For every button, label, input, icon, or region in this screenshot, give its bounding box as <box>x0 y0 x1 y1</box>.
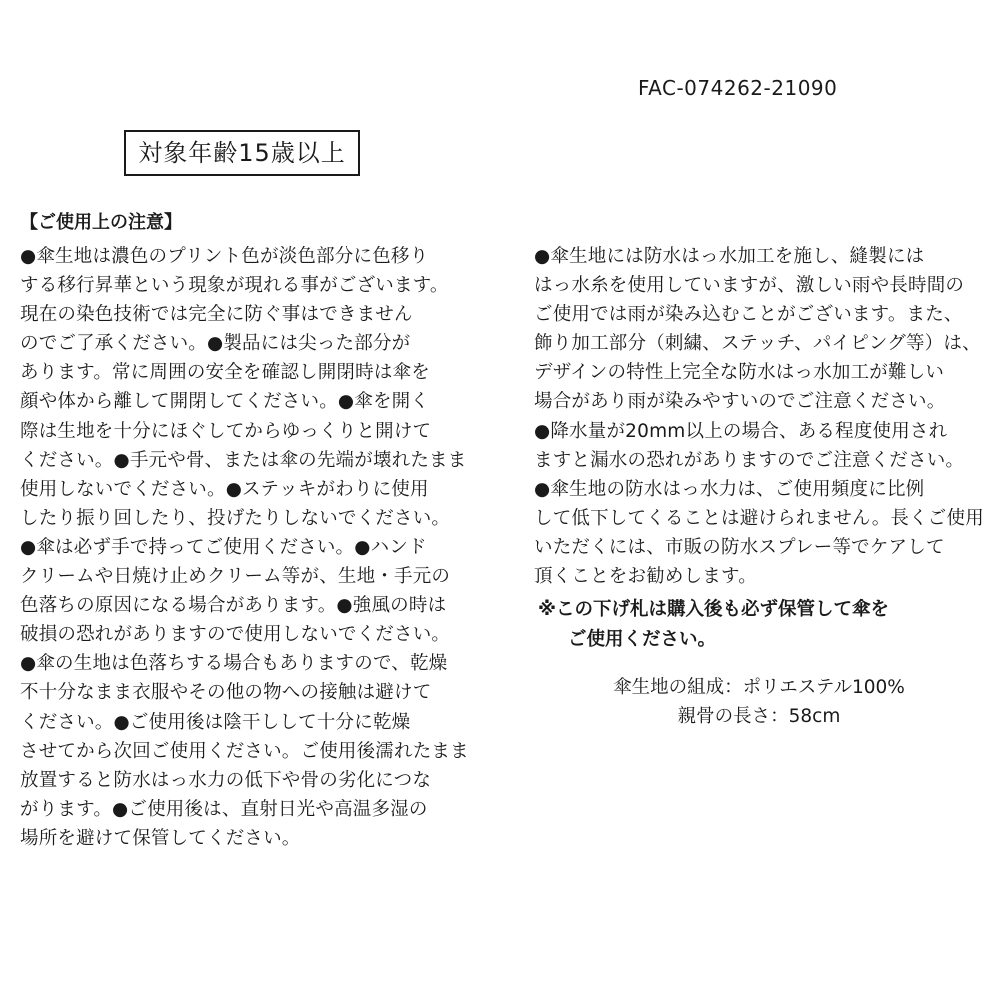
caution-line: がります。●ご使用後は、直射日光や高温多湿の <box>20 798 428 820</box>
caution-line: 現在の染色技術では完全に防ぐ事はできません <box>20 304 413 326</box>
keep-tag-note-line: ご使用ください。 <box>568 629 717 650</box>
caution-line: 顔や体から離して開閉してください。●傘を開く <box>20 391 430 413</box>
caution-line: して低下してくることは避けられません。長くご使用 <box>534 507 984 529</box>
caution-line: ください。●ご使用後は陰干しして十分に乾燥 <box>20 711 411 733</box>
caution-line: のでご了承ください。●製品には尖った部分が <box>20 333 411 355</box>
caution-line: クリームや日焼け止めクリーム等が、生地・手元の <box>20 566 451 588</box>
caution-line: する移行昇華という現象が現れる事がございます。 <box>20 275 449 297</box>
caution-heading: 【ご使用上の注意】 <box>20 212 182 233</box>
caution-line: デザインの特性上完全な防水はっ水加工が難しい <box>534 362 945 384</box>
caution-line: 場合があり雨が染みやすいのでご注意ください。 <box>534 391 946 413</box>
caution-line: ●傘生地は濃色のプリント色が淡色部分に色移り <box>20 246 429 267</box>
caution-line: 際は生地を十分にほぐしてからゆっくりと開けて <box>20 420 432 442</box>
caution-line: ください。●手元や骨、または傘の先端が壊れたまま <box>20 449 467 471</box>
keep-tag-note <box>538 595 889 655</box>
caution-line: 頂くことをお勧めします。 <box>534 566 757 588</box>
caution-line: ●傘生地の防水はっ水力は、ご使用頻度に比例 <box>534 478 925 500</box>
specifications <box>540 673 978 731</box>
caution-line: 色落ちの原因になる場合があります。●強風の時は <box>20 595 447 617</box>
caution-line: ●傘生地には防水はっ水加工を施し、縫製には <box>534 246 925 267</box>
caution-line: ますと漏水の恐れがありますのでご注意ください。 <box>534 449 965 471</box>
caution-line: あります。常に周囲の安全を確認し開閉時は傘を <box>20 362 430 384</box>
caution-line: ●降水量が20mm以上の場合、ある程度使用され <box>534 420 948 442</box>
caution-line: はっ水糸を使用していますが、激しい雨や長時間の <box>534 275 965 297</box>
rib-length: 親骨の長さ：58cm <box>677 706 841 727</box>
caution-line: 飾り加工部分（刺繍、ステッチ、パイピング等）は、 <box>534 333 981 355</box>
caution-right-column <box>534 242 984 591</box>
caution-line: ご使用では雨が染み込むことがございます。また、 <box>534 304 963 326</box>
caution-line: 使用しないでください。●ステッキがわりに使用 <box>20 478 429 500</box>
keep-tag-note-line: ※この下げ札は購入後も必ず保管して傘を <box>538 599 889 620</box>
material-composition: 傘生地の組成：ポリエステル100% <box>613 677 905 698</box>
caution-line: いただくには、市販の防水スプレー等でケアして <box>534 536 945 558</box>
caution-line: ●傘は必ず手で持ってご使用ください。●ハンド <box>20 536 427 558</box>
product-code: FAC-074262-21090 <box>638 76 838 100</box>
caution-line: 放置すると防水はっ水力の低下や骨の劣化につな <box>20 769 432 791</box>
caution-left-column <box>20 242 469 853</box>
caution-line: させてから次回ご使用ください。ご使用後濡れたまま <box>20 740 469 762</box>
caution-line: したり振り回したり、投げたりしないでください。 <box>20 507 451 529</box>
caution-line: 場所を避けて保管してください。 <box>20 827 301 849</box>
caution-line: 破損の恐れがありますので使用しないでください。 <box>20 624 451 646</box>
age-rating-box: 対象年齢15歳以上 <box>124 130 360 176</box>
caution-line: 不十分なまま衣服やその他の物への接触は避けて <box>20 682 432 704</box>
caution-line: ●傘の生地は色落ちする場合もありますので、乾燥 <box>20 653 448 675</box>
